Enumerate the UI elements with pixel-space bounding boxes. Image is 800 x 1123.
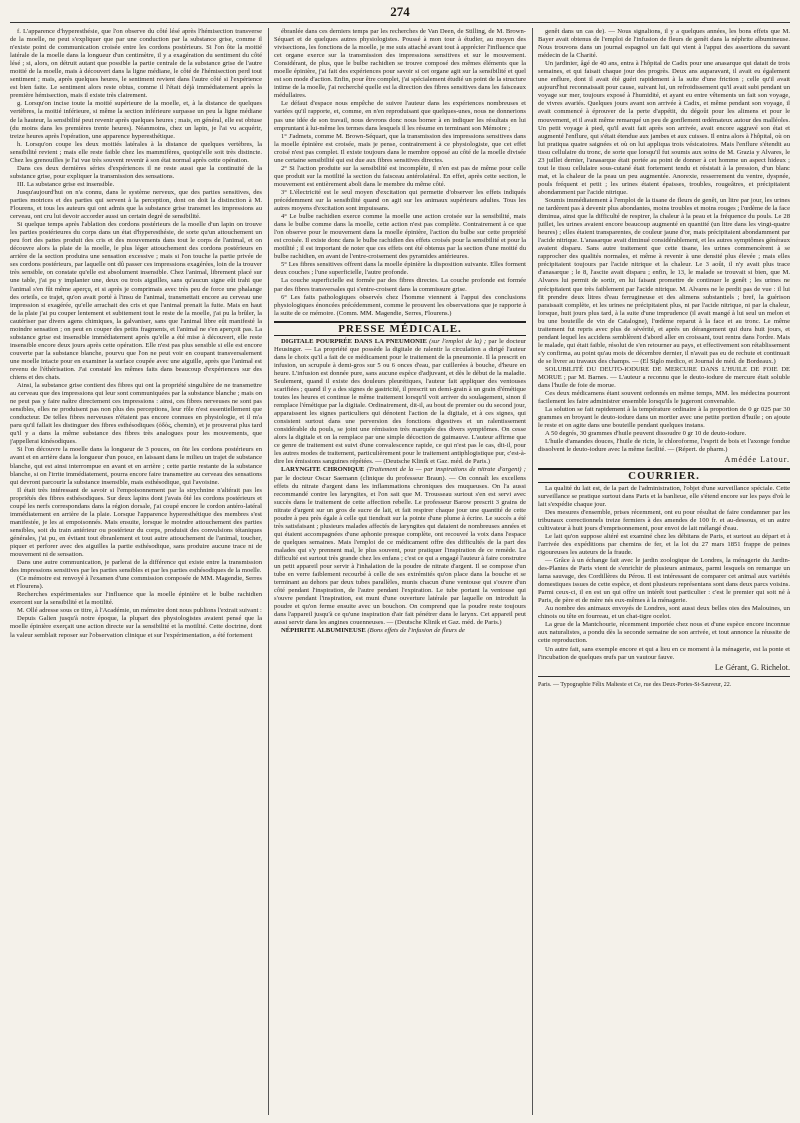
press-article bbox=[274, 466, 526, 627]
courrier-section-title: COURRIER. bbox=[538, 468, 790, 483]
paragraph: A 50 degrés, 30 grammes d'huile peuvent dissoudre 0 gr 10 de deuto-iodure. bbox=[545, 430, 747, 438]
courrier-items bbox=[538, 485, 790, 662]
press-article-body: par le docteur Heusinger. — La propriété que possède la digitale de ralentir la circulation a dirigé l'auteur dans le choix qu'il a fait de ce médicament pour le traitement de la pneumonie. Il la prescrit en infusion, un scrupule à demi-gros sur 5 ou 6 onces d'eau, par cuillerées à bouche, d'heure en heure. L'infusion est donnée pure, sans aucune espèce d'adjuvant, et dès le début de la maladie. Seulement, quand il existe des douleurs pleurétiques, l'auteur fait appliquer des ventouses scarifiées ; quand il y a des signes de gastricité, il prescrit un demi-grain à un grain d'émétique toutes les heures et continue le même traitement lorsqu'il voit arriver du soulagement, sinon il remplace l'émétique par la digitale. Ordinairement, dit-il, au bout de premier ou du second jour, apparaissent les signes particuliers qui dénotent l'action de la digitale, et à ces signes, qui consistent surtout dans une perversion des fonctions digestives et un ralentissement considérable du pouls, se joint une rémission très marquée des divers symptômes. On cesse alors la digitale et on la remplace par une simple décoction de guimauve. L'auteur affirme que ce genre de traitement est suivi d'une convalescence rapide, ce qui n'est pas le cas, dit-il, pour les autres modes de traitement, particulièrement pour le traitement antiphlogistique pur, c'est-à-dire les émissions sanguines répétées. — (Deutsche Klinik et Gaz. méd. de Paris.) bbox=[274, 337, 526, 466]
paragraph: Depuis Galien jusqu'à notre époque, la plupart des physiologistes avaient pensé que la moelle épinière exerçait une action directe sur la sensibilité et la motilité. Cette doctrine, dont la valeur semblait reposer sur l'observation clinique et sur l'expérimentation, a été fortement bbox=[10, 615, 262, 639]
paragraph: L'huile d'amandes douces, l'huile de ricin, le chloroforme, l'esprit de bois et l'axonge fondue dissolvent le deuto-iodure avec la même facilité. — (Répert. de pharm.) bbox=[538, 438, 790, 454]
column-divider bbox=[532, 28, 533, 1115]
paragraph: Au nombre des animaux envoyés de Londres, sont aussi deux belles oies des Malouines, un chinois ou tête en fourreau, et un chat-tigre ocelot. bbox=[538, 605, 790, 621]
page-number: 274 bbox=[390, 4, 410, 19]
paragraph: Recherches expérimentales sur l'influence que la moelle épinière et le bulbe rachidien exercent sur la sensibilité et la motilité. bbox=[10, 591, 262, 607]
paragraph: — Grâce à un échange fait avec le jardin zoologique de Londres, la ménagerie du Jardin-des-Plantes de Paris vient de s'enrichir de plusieurs animaux, parmi lesquels on remarque un lama sauvage, des Cordillères du Pérou. Il est intéressant de comparer cet animal aux variétés domestiques issues de cette espèce, et dont plusieurs représentans sont dans deux parcs voisins. Parmi ceux-ci, il en est un qui offre un intérêt tout particulier : c'est le premier qui soit né à Paris, de père et de mère nés eux-mêmes à la ménagerie. bbox=[538, 557, 790, 605]
header-rule bbox=[10, 22, 790, 23]
paragraph: f. L'apparence d'hyperesthésie, que l'on observe du côté lésé après l'hémisection transverse de la moelle, ne peut s'expliquer que par une conduction par la substance grise, comme il n'existe point de communication croisée entre les cordons postérieurs. Si l'on ôte la moitié latérale de la moelle dans la longueur d'un centimètre, il y a exagération du sentiment du côté lésé ; si, alors, on détruit autant que possible la partie centrale de la substance grise de l'autre moitié de la moelle, mais à découvert dans la ligne médiane, le côté de l'hémisection perd tout sentiment ; mais, après quelques heures, le sentiment revient dans l'autre côté si l'expérience est bien faite. Le sentiment alors reste obtus, comme il l'était déjà immédiatement après la première hémisection, mais il existe très clairement. bbox=[10, 28, 262, 100]
press-article-title: DIGITALE POURPRÉE DANS LA PNEUMONIE bbox=[281, 337, 427, 345]
press-article-subtitle: (Bons effets de l'infusion de fleurs de bbox=[367, 627, 465, 635]
paragraph: h. Lorsqu'on coupe les deux moitiés latérales à la distance de quelques vertèbres, la sensibilité revient ; mais elle reste faible chez les mammifères, quoiqu'elle soit très distincte. Chez les grenouilles je l'ai vue très souvent revenir à son état normal après cette opération. bbox=[10, 140, 262, 164]
paragraph: SOLUBILITÉ DU DEUTO-IODURE DE MERCURE DANS L'HUILE DE FOIE DE MORUE ; par M. Barnes. — L'auteur a reconnu que le deuto-iodure de mercure était soluble dans l'huile de foie de morue. bbox=[538, 365, 790, 390]
paragraph: Dans une autre communication, je parlerai de la différence qui existe entre la transmission des impressions sensitives par les parties sensibles et par les parties esthésodiques de la moelle. bbox=[10, 559, 262, 575]
paragraph: ébranlée dans ces derniers temps par les recherches de Van Deen, de Stilling, de M. Brown-Séquart et de quelques autres physiologistes. Poussé à mon tour à étudier, au moyen des vivisections, les fonctions de la moelle, je me suis attaché avant tout à apprécier l'influence que cet organe exerce sur la transmission des impressions sensitives et sur le mouvement. Considérant, de plus, que le bulbe rachidien se trouve composé des mêmes éléments que la moelle épinière, j'ai fait des expériences pour savoir si cet organe agit sur la sensibilité et quel est son mode d'action. Enfin, pour être complet, j'ai spécialement étudié un point de la structure intime de la moelle, j'ai recherché quelle est la direction des fibres sensitives dans les faisceaux médullaires. bbox=[274, 28, 526, 100]
paragraph: 3° L'électricité est le seul moyen d'excitation qui permette d'observer les effets indiqués précédemment sur la sensibilité quand on agit sur les animaux supérieurs adultes. Tous les autres moyens d'excitation sont impuissans. bbox=[274, 188, 526, 213]
imprint: Paris. — Typographie Félix Malteste et Ce, rue des Deux-Portes-St-Sauveur, 22. bbox=[538, 681, 732, 688]
press-articles bbox=[274, 338, 526, 636]
press-article bbox=[274, 338, 526, 467]
newspaper-page bbox=[10, 0, 790, 1123]
paragraph: 5° Les fibres sensitives offrent dans la moelle épinière la disposition suivante. Elles forment deux couches ; l'une superficielle, l'autre profonde. bbox=[274, 261, 526, 277]
paragraph: Un autre fait, sans exemple encore et qui a lieu en ce moment à la ménagerie, est la ponte et l'incubation de quelques œufs par un vautour fauve. bbox=[538, 645, 790, 661]
paragraph: Le lait qu'on suppose altéré est examiné chez les débitans de Paris, et surtout au départ et à l'arrivée des expéditions par chemins de fer, et la loi du 27 mars 1851 frappe de peines rigoureuses les auteurs de la fraude. bbox=[538, 532, 790, 556]
paragraph: Un jardinier, âgé de 40 ans, entra à l'hôpital de Cadix pour une anasarque qui datait de trois semaines, et qui faisait chaque jour des progrès. Deux ans auparavant, il avait eu également une enflure, dont il avait été guéri rapidement à la suite d'une friction ; celle qu'il avait aujourd'hui reconnaissait pour cause, suivant lui, un refroidissement qu'il avait subi pendant un voyage sur mer, toujours exposé à l'humidité, et ayant eu entre vêtements un fait son voyage, de vivres avariés. Quelques jours avant son arrivée à Cadix, et même pendant son voyage, il avait commencé à éprouver de la perte d'appétit, du dégoût pour les alimens et pour le mouvement, et il avait même remarqué un peu de gonflement œdémateux autour des malléoles. Un petit voyage à pied, qu'il avait fait après son arrivée, avait encore aggravé son état et augmenté l'enflure, qui s'était étendue aux jambes et aux cuisses. Il entra alors à l'hôpital, où on lui pratiqua quatre saignées et où on lui appliqua trois vésicatoires. Mais l'enflure s'étendit au tissu cellulaire du tronc, de sorte que lorsqu'il fut soumis aux soins de M. Grazia y Alvares, le 23 juillet dernier, l'anasarque était portée au point de donner à cet homme un aspect hideux ; tout le tissu cellulaire sous-cutané était fortement tendu et résistait à la pression, d'un blanc mat, et la chaleur de la peau un peu augmentée. Anorexie, resserrement du ventre, dyspnée, pouls fréquent et petit ; les urines étaient épaisses, troubles, rougeâtres, et précipitaient abondamment par l'acide nitrique. bbox=[538, 60, 790, 196]
press-article-title: NÉPHRITE ALBUMINEUSE bbox=[281, 627, 366, 635]
press-article-subtitle: (Traitement de la — par inspirations de nitrate d'argent) ; bbox=[366, 466, 526, 474]
paragraph: La solution se fait rapidement à la température ordinaire à la proportion de 0 gr 025 par 30 grammes en broyant le deuto-iodure dans un mortier avec une petite portion d'huile ; on ajoute le reste et on agite dans une bouteille pendant quelques instans. bbox=[538, 406, 790, 430]
paragraph: Il était très intéressant de savoir si l'empoisonnement par la strychnine n'altérait pas les propriétés des fibres esthésodiques. Sur deux lapins dont j'avais ôté les cordons postérieurs et coupé les nerfs correspondans dans la région dorsale, j'ai coupé encore le cordon antéro-latéral immédiatement en arrière de la plaie. Lorsque l'apparence hyperesthétique des membres s'est manifestée, je les ai empoisonnés. Mais ensuite, lorsque le moindre attouchement des parties sensibles, soit du train antérieur ou postérieur du corps, produisit des convulsions tétaniques générales, j'ai pu, en évitant tout ébranlement et tout autre attouchement de l'animal, toucher, piquer et perforer avec des aiguilles la partie esthésodique, sans produire aucune trace ni de mouvement ni de sensation. bbox=[10, 486, 262, 559]
press-article-subtitle: (sur l'emploi de la) ; bbox=[429, 337, 487, 345]
signature: Amédée Latour. bbox=[724, 455, 790, 465]
paragraph: Soumis immédiatement à l'emploi de la tisane de fleurs de genêt, un litre par jour, les urines ne tardèrent pas à devenir plus abondantes, moins troubles et moins rouges ; l'œdème de la face diminua, ainsi que la difficulté de respirer, la chaleur à la peau et la fréquence du pouls. Le 28 juillet, les urines avaient encore beaucoup augmenté en quantité (un litre dans les vingt-quatre heures) ; elles étaient transparentes, de couleur jaune d'or, mais précipitaient abondamment par l'acide nitrique. L'anasarque avait diminué considérablement, et les autres symptômes généraux avaient disparu. Sans autre traitement que cette tisane, les urines commencèrent à se rapprocher des qualités normales, et même à revenir à une densité plus élevée ; mais elles précipitaient toujours par l'acide nitrique et la chaleur. Le 3 août, il n'y avait plus trace d'anasarque ; le 8, l'ascite avait disparu ; enfin, le 13, le malade se trouvait si bien, que M. Alvares lui permit de sortir, en lui faisant promettre de continuer le genêt ; les urines ne précipitaient que très faiblement par l'acide nitrique. M. Alvares ne le perdit pas de vue : il lui fit prendre deux litres d'eau ferrugineuse et des alimens substantiels ; bref, la guérison paraissait complète, et les urines ne précipitaient plus, ni par l'acide nitrique, ni par la chaleur, lorsque, huit jours plus tard, à la suite d'une imprudence (il avait mangé à lui seul un melon et bu une bouteille de vin de Catalogne), l'œdème reparut à la face et au tronc. Le même traitement fut repris avec plus de sévérité, et après un dérangement qui dura huit jours, et pendant lequel les accidens semblèrent d'abord aller en croissant, tout rentra dans l'ordre. Mais le malade, qui était faible, résolut de s'en retourner au pays, et effectivement son rétablissement s'y confirma, au point qu'au mois de décembre dernier, il n'avait pas eu de rechute et continuait de se livrer au travaux des champs. — (El Siglo medico, et Journal de méd. de Bordeaux.) bbox=[538, 196, 790, 365]
column-3 bbox=[538, 28, 790, 1115]
paragraph: III. La substance grise est insensible. bbox=[17, 180, 115, 188]
paragraph: Dans ces deux dernières séries d'expériences il ne reste aussi que la continuité de la substance grise, pour expliquer la transmission des sensations. bbox=[10, 164, 262, 180]
paragraph: La qualité du lait est, de la part de l'administration, l'objet d'une surveillance spéciale. Cette surveillance se pratique surtout dans Paris et la banlieue, elle s'étend encore sur les pays d'où le lait s'expédie chaque jour. bbox=[538, 484, 790, 508]
paragraph: g. Lorsqu'on incise toute la moitié supérieure de la moelle, et, à la distance de quelques vertèbres, la moitié inférieure, si même la section inférieure surpasse un peu la ligne médiane de la hauteur, la sensibilité peut revenir après quelques heures ; mais, en général, elle est obtuse (du moins dans les premières trente heures). Néanmoins, chez un lapin, je l'ai vu acquérir, treize heures après l'opération, une apparence hyperesthétique. bbox=[10, 100, 262, 140]
column-1 bbox=[10, 28, 262, 1115]
paragraph: Jusqu'aujourd'hui on n'a connu, dans le système nerveux, que des parties sensitives, des parties motrices et des parties qui servent à la perception, dont on doit la distinction à M. Flourens, et tous les auteurs qui ont admis que la substance grise transmet les impressions au cerveau, ont cru lui devoir accorder aussi un certain degré de sensibilité. bbox=[10, 188, 262, 221]
paragraph: 2° Si l'action produite sur la sensibilité est incomplète, il n'en est pas de même pour celle que produit sur la motilité la section du faisceau antérolatéral. En effet, après cette section, le mouvement est entièrement aboli dans le membre du même côté. bbox=[274, 164, 526, 188]
paragraph: M. Ollé adresse sous ce titre, à l'Académie, un mémoire dont nous publions l'extrait suivant : bbox=[17, 607, 262, 615]
column-2 bbox=[274, 28, 526, 1115]
paragraph: 4° Le bulbe rachidien exerce comme la moelle une action croisée sur la sensibilité, mais dans le bulbe comme dans la moelle, cette action n'est pas complète. Contrairement à ce que l'on observe pour le mouvement dans la moelle épinière, l'action du bulbe sur cette propriété est croisée. Il existe donc dans le bulbe rachidien des effets croisés pour la sensibilité et pour la motilité ; il est important de noter que ces effets ont été obtenus par la section d'une moitié du bulbe rachidien, en avant de l'entre-croisement des pyramides antérieures. bbox=[274, 213, 526, 261]
paragraph: La couche superficielle est formée par des fibres directes. La couche profonde est formée par des fibres transversales qui s'entre-croisent dans la commissure grise. bbox=[274, 277, 526, 293]
paragraph: La grue de la Mantchourie, récemment importée chez nous et d'une espèce encore inconnue aux naturalistes, a pondu dès la seconde semaine de son arrivée, et tout annonce la réussite de cette reproduction. bbox=[538, 621, 790, 645]
column-2-text bbox=[274, 28, 526, 318]
column-divider bbox=[268, 28, 269, 1115]
column-3-text bbox=[538, 28, 790, 454]
paragraph: 1° J'admets, comme M. Brown-Séquart, que la transmission des impressions sensitives dans la moelle épinière est croisée, mais je pense, contrairement à ce physiologiste, que cet effet croisé n'est pas complet. Il existe toujours dans le membre opposé au côté de la moelle divisée une certaine sensibilité qui est due aux fibres sensitives directes. bbox=[274, 132, 526, 164]
press-article-body: par le docteur Oscar Saemann (clinique du professeur Braun). — On connaît les excellens effets du nitrate d'argent dans les inflammations chroniques des muqueuses. On l'a aussi recommandé contre les laryngites, et l'on sait que M. Trousseau surtout s'en est servi avec succès dans le traitement de cette affection rebelle. Le professeur Barow prescrit 3 grains de nitrate d'argent sur un gros de sucre de lait, et fait respirer chaque jour une quantité de cette poudre à peu près égale à celle qui tiendrait sur la pointe d'une plume à écrire. Le succès a été très satisfaisant ; plusieurs malades affectés de laryngites qui dataient de nombreuses années et qui étaient accompagnées d'une aphonie presque complète, ont recouvré la voix dans l'espace de quelques semaines. Mais l'emploi de ce médicament offre des difficultés de la part des malades qui s'y prennent mal, le plus souvent, pour pratiquer l'inspiration de ce remède. La difficulté est surtout très grande chez les enfans ; c'est ce qui a engagé l'auteur à faire construire un petit appareil pour servir à l'inhalation de la poudre de nitrate d'argent. Il se compose d'un tube en verre faiblement recourbé à celle de ses extrémités qu'on place dans la bouche et se terminant au dehors par deux tubes parallèles, munis chacun d'une ventouse qui s'ouvre d'un côté pendant l'inspiration, de l'autre pendant l'expiration. Le tube portant la ventouse qui s'ouvre pendant l'inspiration, est muni d'une ouverture latérale par laquelle on introduit la poudre et qu'on ferme ensuite avec un bouchon. On comprend que la poudre reste toujours dans l'appareil jusqu'à ce qu'une inspiration d'air fait pénétrer dans le larynx. Cet appareil peut aussi servir dans les angines couenneuses. — (Deutsche Klinik et Gaz. méd. de Paris.) bbox=[274, 474, 526, 627]
press-section-title: PRESSE MÉDICALE. bbox=[274, 321, 526, 336]
paragraph: Des mesures d'ensemble, prises récemment, ont eu pour résultat de faire condamner par les tribunaux correctionnels treize fermiers à des amendes de 100 fr. et au-dessous, et un autre cultivateur à huit jours d'emprisonnement, pour envoi de lait mélangé d'eau. bbox=[538, 508, 790, 532]
press-article-title: LARYNGITE CHRONIQUE bbox=[281, 466, 365, 474]
paragraph: Si l'on découvre la moelle dans la longueur de 3 pouces, on ôte les cordons postérieurs en avant et en arrière dans la longueur d'un pouce, en laissant dans le milieu un trajet de substance blanche, qui est ainsi interrompue en avant et en arrière ; cette partie restante de la substance blanche, si on l'irrite immédiatement, pourra encore faire transmettre au cerveau des sensations qui devront parcourir la substance insensible, mais esthésodique, qui l'avoisine. bbox=[10, 446, 262, 486]
paragraph: Si quelque temps après l'ablation des cordons postérieurs de la moelle d'un lapin on trouve les parties postérieures du corps dans un état d'hyperesthésie, de sorte qu'un attouchement un peu fort des pattes produit des cris et des mouvements dans tout le corps de l'animal, et on découvre alors la plaie de la moelle, le plus léger attouchement des cordons postérieurs en arrière de la section produira une sensation excessive ; mais si l'on touche la partie privée de ses cordons postérieurs, par laquelle ont dû passer ces impressions exagérées, loin de la trouver très sensible, on constate qu'elle est absolument insensible. Chez l'animal, librement placé sur une table, j'ai pu y implanter une, deux ou trois aiguilles, sans qu'aucun signe eût trahi que l'animal s'en fût même aperçu, et si après je comprimais avec très peu de force une phalange des orteils, ce trajet, qu'on avait porté à l'insu de l'animal, transmettait encore au cerveau une impression si exagérée, qu'elle arrachait des cris et que l'animal prenait la fuite. Mais en haut de la plaie j'ai pu couper lentement et subitement tout le reste de la moelle, j'ai pu la brûler, la cautériser par divers agens chimiques, la galvaniser, sans que l'animal libre eût manifesté la moindre sensation ; on peut en couper des petits fragments, et l'animal ne s'en aperçoit pas. La substance grise est insensible immédiatement après qu'elle a été mise à découvert, elle reste insensible encore deux jours après cette opération. Elle n'est pas plus sensible si elle est encore couverte par la substance blanche, pourvu que l'on ne peut voir en coupant transversalement une moelle intacte pour en examiner la surface coupée avec une aiguille, après que l'animal est revenu de l'éthérisation. J'ai constaté les mêmes faits dans beaucoup d'expériences sur des chiens et des chats. bbox=[10, 221, 262, 382]
paragraph: Ainsi, la substance grise contient des fibres qui ont la propriété singulière de ne transmettre au cerveau que des impressions qui leur sont communiquées par la substance blanche ; mais on ne peut pas y faire naître directement ces impressions : ainsi, ces fibres nerveuses ne sont pas sensibles, elles ne produisent pas non plus des perceptions, leur rôle n'est essentiellement que conducteur. De telles fibres nerveuses n'étaient pas encore connues en physiologie, et il m'a paru qu'il fallait les distinguer des fibres esthésodiques (ὁδὸς, chemin), et je prouverai plus tard qu'il y a dans la même substance des fibres très analogues pour les mouvements, que j'appellerai kinésodiques. bbox=[10, 382, 262, 446]
press-article bbox=[274, 627, 526, 635]
gerant-line: Le Gérant, G. Richelot. bbox=[714, 662, 790, 672]
paragraph: 6° Les faits pathologiques observés chez l'homme viennent à l'appui des conclusions physiologiques énoncées précédemment, comme le prouvent les observations que je rapporte à la suite de ce mémoire. (Comm. MM. Magendie, Serres, Flourens.) bbox=[274, 293, 526, 317]
paragraph: (Ce mémoire est renvoyé à l'examen d'une commission composée de MM. Magendie, Serres et Flourens). bbox=[10, 575, 262, 591]
paragraph: genêt dans un cas de). — Nous signalions, il y a quelques années, les bons effets que M. Bayer avait obtenus de l'emploi de l'infusion de fleurs de genêt dans la néphrite albumineuse. Nous trouvons dans un journal espagnol un fait qui vient à l'appui des assertions du savant médecin de la Charité. bbox=[538, 28, 790, 60]
paragraph: Le défaut d'espace nous empêche de suivre l'auteur dans les expériences nombreuses et variées qu'il rapporte, et, comme, en n'en reproduisant que quelques-unes, nous ne donnerions pas une idée de son travail, nous devrons donc nous borner à en indiquer les résultats en lui empruntant à lui-même les termes dans lesquels il les résume en terminant son Mémoire ; bbox=[274, 100, 526, 132]
paragraph: Ces deux médicamens étant souvent ordonnés en même temps, MM. les médecins pourront facilement les faire administrer ensemble lorsqu'ils le jugeront convenable. bbox=[538, 390, 790, 406]
footer-rule bbox=[538, 676, 790, 677]
